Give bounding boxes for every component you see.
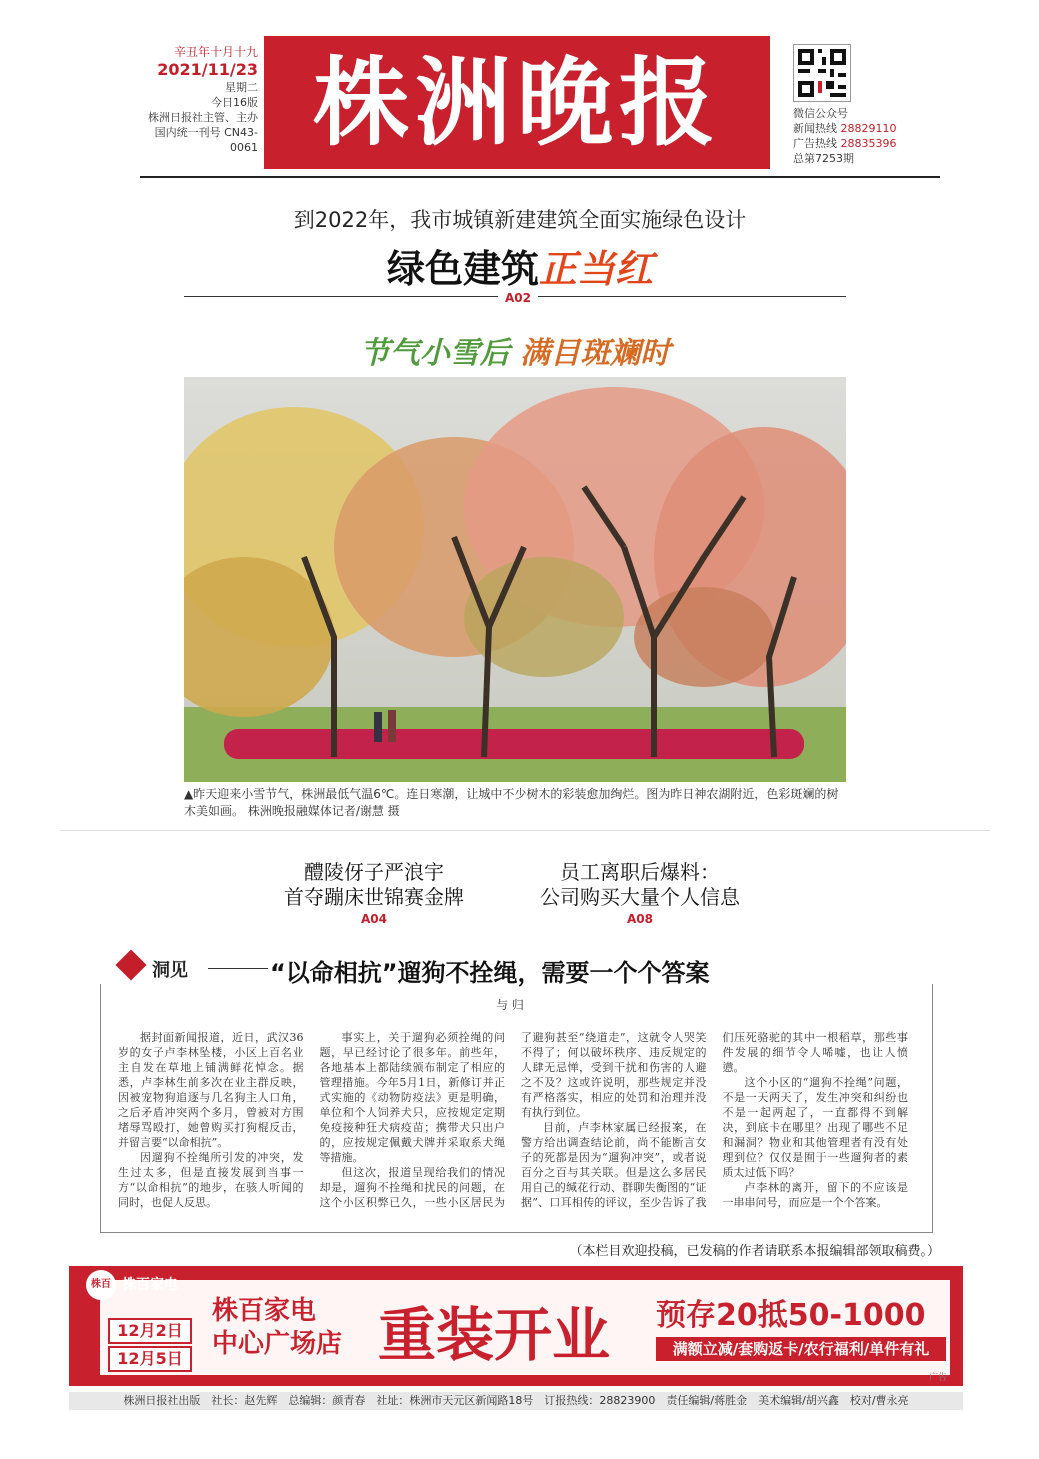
lunar-date: 辛丑年十月十九 — [173, 45, 258, 59]
ad-store-line1: 株百家电 — [212, 1296, 317, 1326]
ad-subline: 满额立减/套购返卡/农行福利/单件有礼 — [656, 1337, 946, 1361]
column-paragraph: 卢李林的离开，留下的不应该是一串串问号，而应是一个个答案。 — [722, 1181, 908, 1209]
page-count: 今日16版 — [211, 96, 258, 109]
lead-headline-accent: 正当红 — [539, 246, 654, 291]
issn: 国内统一刊号 CN43-0061 — [154, 126, 258, 154]
ad-hotline: 广告热线 28835396 — [793, 137, 897, 150]
column-paragraph: 这个小区的“遛狗不拴绳”问题，不是一天两天了，发生冲突和纠纷也不是一起两起了，一直都得不到解决，到底卡在哪里？出现了哪些不足和漏洞？物业和其他管理者有没有处理到位？仅仅是囿于一些遛狗者的素质太过低下吗？ — [722, 1076, 908, 1179]
masthead-banner — [264, 36, 770, 169]
teaser-line2: 首夺蹦床世锦赛金牌 — [284, 885, 464, 909]
imprint-footer: 株洲日报社出版 社长：赵先辉 总编辑：颜青春 社址：株洲市天元区新闻路18号 订报热线：28823900 责任编辑/蒋胜金 美术编辑/胡兴鑫 校对/曹永亮 — [69, 1392, 963, 1410]
column-paragraph: 但这次，报道呈现给我们的情况却是，遛狗不拴绳和扰民的问题，在这个小区积弊已久，一些小区居民为了避狗甚至“绕道走”，这就令人哭笑不得了；何以破坏秩序、违反规定的人肆无忌惮，受到干扰和伤害的人避之不及？这或许说明，那些规定并没有严格落实，相应的处罚和治理并没有执行到位。 — [319, 1031, 707, 1209]
masthead-meta-right — [793, 106, 933, 166]
section-divider — [60, 830, 990, 831]
ad-date-start: 12月2日 — [108, 1318, 192, 1344]
lead-page-ref[interactable]: A02 — [498, 291, 538, 305]
ad-promo: 预存20抵50-1000 — [656, 1298, 926, 1333]
photo-title-part2: 满目斑斓时 — [520, 336, 671, 371]
column-tag: 洞见 — [152, 960, 188, 981]
lead-headline — [140, 238, 900, 293]
masthead-meta-left — [140, 45, 258, 155]
contributor-note: （本栏目欢迎投稿，已发稿的作者请联系本报编辑部领取稿费。） — [569, 1244, 940, 1259]
column-author: 与 归 — [496, 998, 524, 1012]
issue-number: 总第7253期 — [793, 152, 854, 165]
photo-title — [184, 328, 846, 372]
newspaper-title: 株洲晚报 — [313, 45, 721, 159]
teaser-page-ref[interactable]: A08 — [627, 912, 653, 926]
column-header-rule — [208, 968, 268, 969]
issue-date: 2021/11/23 — [157, 60, 258, 79]
column-paragraph: 目前，卢李林家属已经报案，在警方给出调查结论前，尚不能断言女子的死都是因为“遛狗冲突”，或者说百分之百与其关联。但是这么多居民用自己的缄花行动、群聊失衡图的“证据”、口耳相传的评议，至少告诉了我们压死骆驼的其中一根稻草，那些事件发展的细节令人唏嘘，也让人愤懑。 — [521, 1031, 908, 1209]
ad-store-line2: 中心广场店 — [212, 1329, 343, 1359]
lead-headline-main: 绿色建筑 — [386, 246, 539, 291]
ad-brand: 株百家电 — [122, 1277, 178, 1293]
weekday: 星期二 — [225, 81, 258, 94]
ad-date-end: 12月5日 — [108, 1346, 192, 1372]
teaser-line2: 公司购买大量个人信息 — [540, 885, 740, 909]
column-paragraph: 因遛狗不拴绳所引发的冲突，发生过太多，但是直接发展到当事一方“以命相抗”的地步，在骇人听闻的同时，也促人反思。 — [118, 1151, 304, 1209]
teaser-sports[interactable] — [254, 860, 494, 910]
masthead-rule — [140, 176, 940, 178]
store-logo-icon: 株百 — [86, 1270, 116, 1300]
ad-store-name — [212, 1295, 370, 1361]
column-title: “以命相抗”遛狗不拴绳，需要一个个答案 — [270, 959, 710, 987]
ad-headline: 重装开业 — [378, 1301, 611, 1369]
photo-title-part1: 节气小雪后 — [359, 336, 510, 371]
news-hotline: 新闻热线 28829110 — [793, 122, 897, 135]
teaser-page-ref[interactable]: A04 — [361, 912, 387, 926]
column-paragraph: 事实上，关于遛狗必须拴绳的问题，早已经讨论了很多年。前些年，各地基本上都陆续颁布制定了相应的管理措施。今年5月1日，新修订并正式实施的《动物防疫法》更是明确，单位和个人饲养犬只，应按规定定期免疫接种狂犬病疫苗；携带犬只出户的，应按规定佩戴犬牌并采取系犬绳等措施。 — [319, 1031, 505, 1164]
sponsor: 株洲日报社主管、主办 — [148, 111, 258, 124]
teaser-line1: 醴陵伢子严浪宇 — [304, 860, 444, 884]
ad-label: 广告 — [929, 1373, 948, 1383]
column-body — [118, 1030, 908, 1220]
photo-caption: ▲昨天迎来小雪节气，株洲最低气温6℃。连日寒潮，让城中不少树木的彩装愈加绚烂。图为昨日神农湖附近，色彩斑斓的树木美如画。 株洲晚报融媒体记者/谢慧 摄 — [184, 787, 839, 818]
teaser-privacy[interactable] — [520, 860, 760, 910]
qr-code-icon — [793, 44, 851, 102]
autumn-trees-photo — [184, 377, 846, 782]
column-paragraph: 据封面新闻报道，近日，武汉36岁的女子卢李林坠楼，小区上百名业主自发在草地上铺满鲜花悼念。据悉，卢李林生前多次在业主群反映，因被宠物狗追逐与几名狗主人口角，之后矛盾冲突两个多月，曾被对方围堵辱骂殴打，她曾购买打狗棍反击，并留言要“以命相抗”。 — [118, 1031, 304, 1149]
teaser-line1: 员工离职后爆料： — [560, 860, 720, 884]
wechat-label: 微信公众号 — [793, 107, 848, 120]
lead-kicker: 到2022年，我市城镇新建建筑全面实施绿色设计 — [293, 208, 747, 232]
